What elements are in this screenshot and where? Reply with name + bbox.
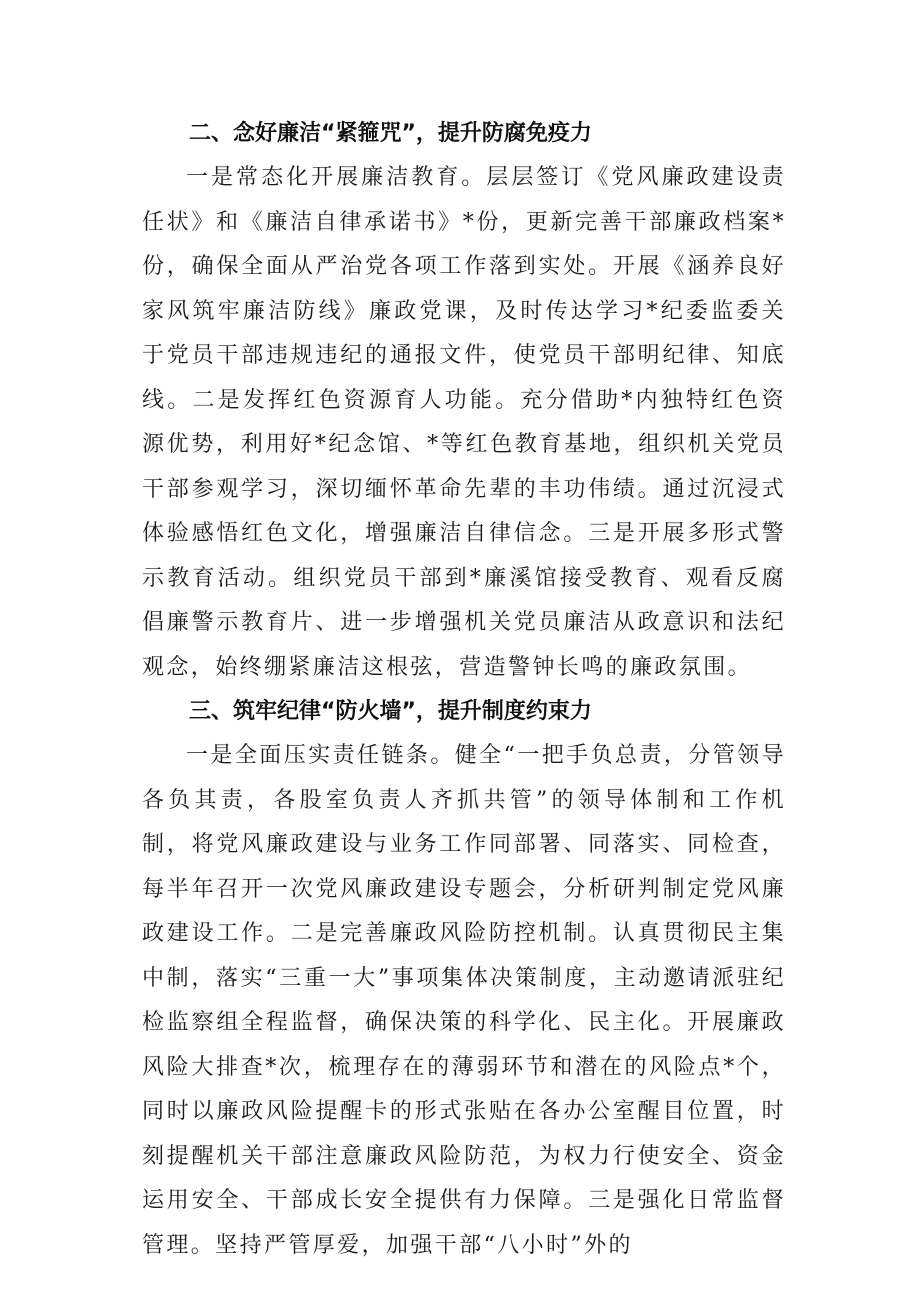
section-paragraph-2: 一是常态化开展廉洁教育。层层签订《党风廉政建设责任状》和《廉洁自律承诺书》*份，更新完善干部廉政档案*份，确保全面从严治党各项工作落到实处。开展《涵养良好家风筑牢廉洁防线》廉政党课，及时传达学习*纪委监委关于党员干部违规违纪的通报文件，使党员干部明纪律、知底线。二是发挥红色资源育人功能。充分借助*内独特红色资源优势，利用好*纪念馆、*等红色教育基地，组织机关党员干部参观学习，深切缅怀革命先辈的丰功伟绩。通过沉浸式体验感悟红色文化，增强廉洁自律信念。三是开展多形式警示教育活动。组织党员干部到*廉溪馆接受教育、观看反腐倡廉警示教育片、进一步增强机关党员廉洁从政意识和法纪观念，始终绷紧廉洁这根弦，营造警钟长鸣的廉政氛围。 xyxy=(142,165,786,680)
section-heading-2: 二、念好廉洁“紧箍咒”，提升防腐免疫力 xyxy=(189,121,592,146)
section-paragraph-3: 一是全面压实责任链条。健全“一把手负总责，分管领导各负其责，各股室负责人齐抓共管”的领导体制和工作机制，将党风廉政建设与业务工作同部署、同落实、同检查，每半年召开一次党风廉政建设专题会，分析研判制定党风廉政建设工作。二是完善廉政风险防控机制。认真贯彻民主集中制，落实“三重一大”事项集体决策制度，主动邀请派驻纪检监察组全程监督，确保决策的科学化、民主化。开展廉政风险大排查*次，梳理存在的薄弱环节和潜在的风险点*个，同时以廉政风险提醒卡的形式张贴在各办公室醒目位置，时刻提醒机关干部注意廉政风险防范，为权力行使安全、资金运用安全、干部成长安全提供有力保障。三是强化日常监督管理。坚持严管厚爱，加强干部“八小时”外的 xyxy=(142,743,786,1258)
section-heading-3: 三、筑牢纪律“防火墙”，提升制度约束力 xyxy=(189,699,592,724)
document-body xyxy=(142,112,786,1268)
